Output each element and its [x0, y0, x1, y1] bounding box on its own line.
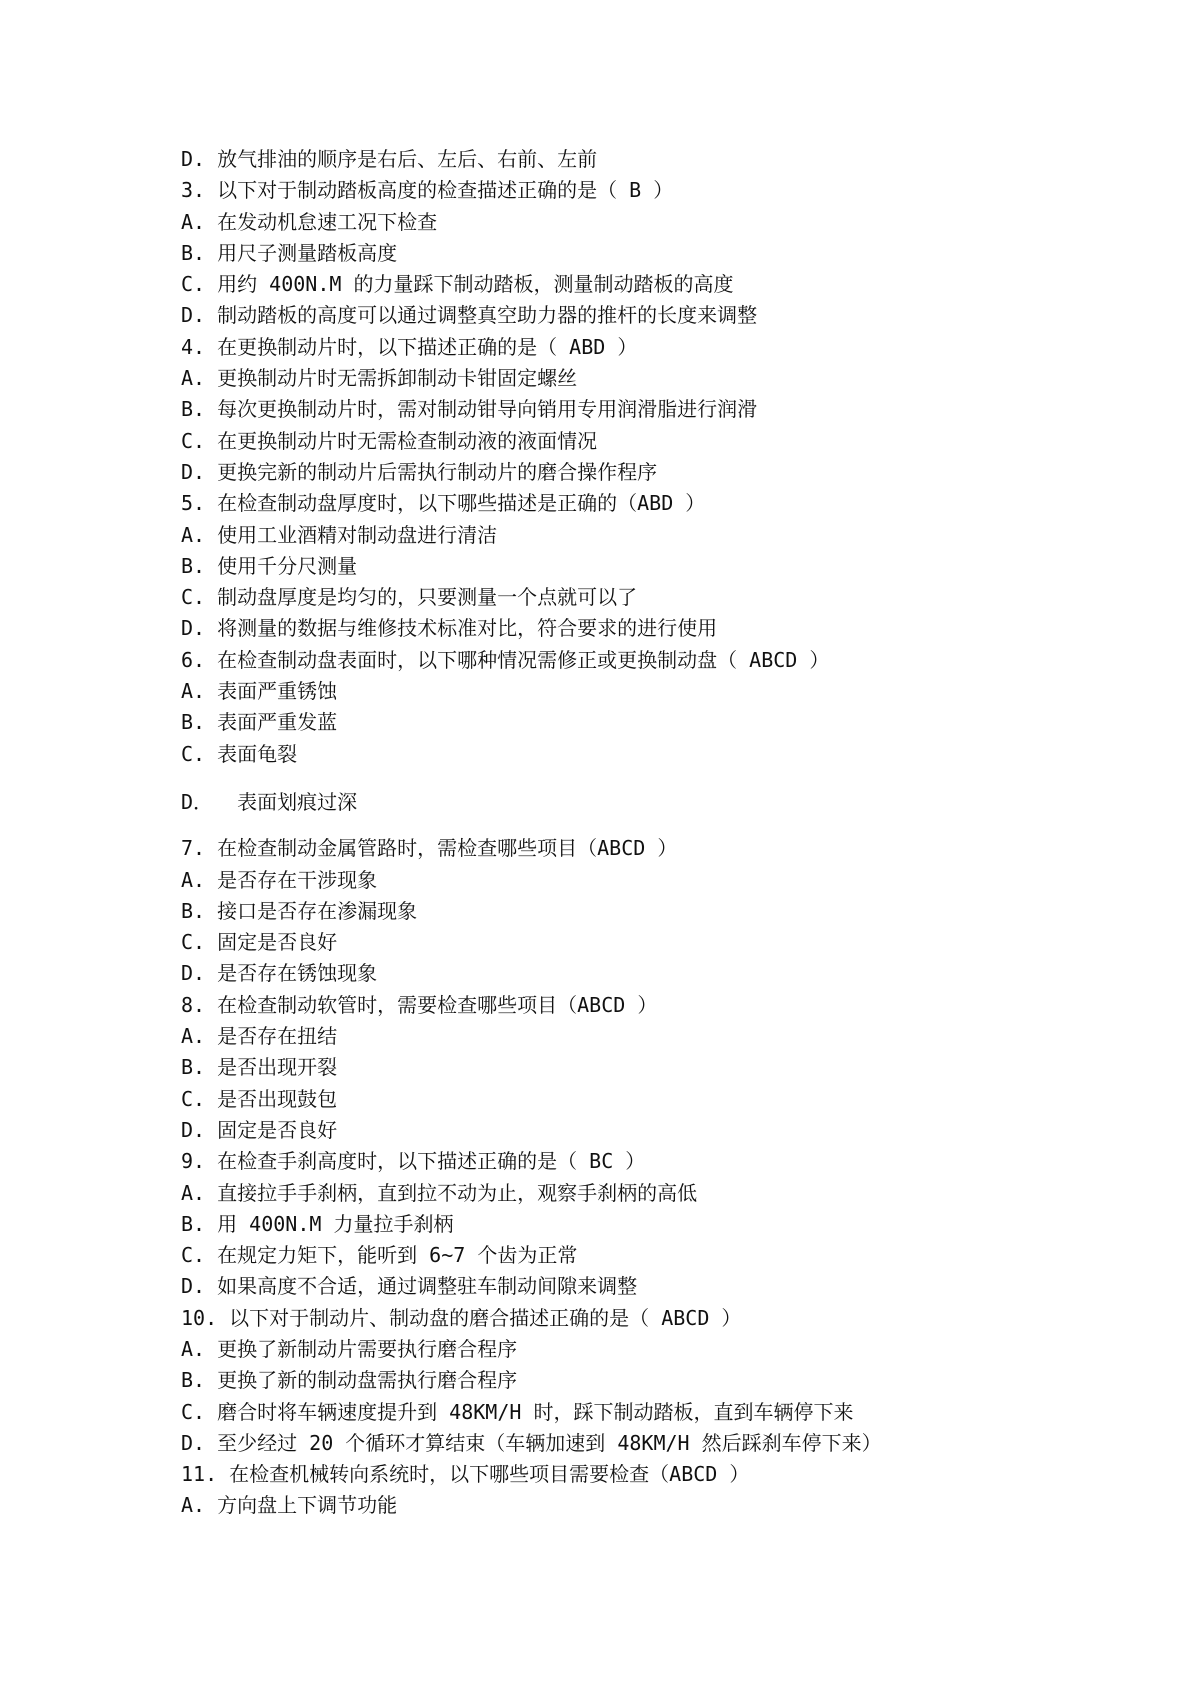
answer-option: D. 固定是否良好: [181, 1117, 338, 1142]
question-stem: 8. 在检查制动软管时，需要检查哪些项目（ABCD ）: [181, 992, 658, 1017]
answer-option: C. 用约 400N.M 的力量踩下制动踏板，测量制动踏板的高度: [181, 272, 734, 297]
answer-option: C. 制动盘厚度是均匀的，只要测量一个点就可以了: [181, 585, 638, 610]
question-list: [181, 144, 1141, 1522]
question-stem: 11. 在检查机械转向系统时，以下哪些项目需要检查（ABCD ）: [181, 1462, 750, 1487]
answer-option: B. 每次更换制动片时，需对制动钳导向销用专用润滑脂进行润滑: [181, 397, 758, 422]
question-stem: 5. 在检查制动盘厚度时，以下哪些描述是正确的（ABD ）: [181, 491, 706, 516]
answer-option: D. 是否存在锈蚀现象: [181, 961, 378, 986]
question-stem: 10. 以下对于制动片、制动盘的磨合描述正确的是（ ABCD ）: [181, 1305, 742, 1330]
answer-option: C. 在规定力矩下，能听到 6~7 个齿为正常: [181, 1243, 578, 1268]
answer-option: B. 用 400N.M 力量拉手刹柄: [181, 1211, 454, 1236]
answer-option: D. 至少经过 20 个循环才算结束（车辆加速到 48KM/H 然后踩刹车停下来）: [181, 1430, 882, 1455]
answer-option: C. 是否出现鼓包: [181, 1086, 338, 1111]
answer-option: A. 表面严重锈蚀: [181, 679, 338, 704]
answer-option: D． 表面划痕过深: [181, 789, 358, 814]
question-stem: 7. 在检查制动金属管路时，需检查哪些项目（ABCD ）: [181, 836, 678, 861]
answer-option: C. 表面龟裂: [181, 741, 298, 766]
answer-option: C. 固定是否良好: [181, 930, 338, 955]
answer-option: A. 使用工业酒精对制动盘进行清洁: [181, 522, 498, 547]
answer-option: C. 磨合时将车辆速度提升到 48KM/H 时，踩下制动踏板，直到车辆停下来: [181, 1399, 854, 1424]
question-stem: 6. 在检查制动盘表面时，以下哪种情况需修正或更换制动盘（ ABCD ）: [181, 647, 830, 672]
answer-option: A. 是否存在干涉现象: [181, 867, 378, 892]
answer-option: A. 直接拉手手刹柄，直到拉不动为止，观察手刹柄的高低: [181, 1180, 698, 1205]
answer-option: D. 将测量的数据与维修技术标准对比，符合要求的进行使用: [181, 616, 718, 641]
answer-option: B. 表面严重发蓝: [181, 710, 338, 735]
answer-option: D. 制动踏板的高度可以通过调整真空助力器的推杆的长度来调整: [181, 303, 758, 328]
answer-option: A. 在发动机怠速工况下检查: [181, 209, 438, 234]
question-stem: 4. 在更换制动片时，以下描述正确的是（ ABD ）: [181, 334, 638, 359]
answer-option: D. 更换完新的制动片后需执行制动片的磨合操作程序: [181, 459, 658, 484]
question-stem: 3. 以下对于制动踏板高度的检查描述正确的是（ B ）: [181, 178, 674, 203]
answer-option: B. 是否出现开裂: [181, 1055, 338, 1080]
answer-option: A. 更换了新制动片需要执行磨合程序: [181, 1336, 518, 1361]
answer-option: A. 更换制动片时无需拆卸制动卡钳固定螺丝: [181, 366, 578, 391]
answer-option: B. 接口是否存在渗漏现象: [181, 898, 418, 923]
answer-option: D. 如果高度不合适，通过调整驻车制动间隙来调整: [181, 1274, 638, 1299]
answer-option: B. 用尺子测量踏板高度: [181, 240, 398, 265]
answer-option: D. 放气排油的顺序是右后、左后、右前、左前: [181, 147, 598, 171]
answer-option: A. 是否存在扭结: [181, 1024, 338, 1049]
question-stem: 9. 在检查手刹高度时，以下描述正确的是（ BC ）: [181, 1149, 646, 1174]
answer-option: B. 更换了新的制动盘需执行磨合程序: [181, 1368, 518, 1393]
answer-option: B. 使用千分尺测量: [181, 553, 358, 578]
answer-option: A. 方向盘上下调节功能: [181, 1493, 398, 1518]
answer-option: C. 在更换制动片时无需检查制动液的液面情况: [181, 428, 598, 453]
